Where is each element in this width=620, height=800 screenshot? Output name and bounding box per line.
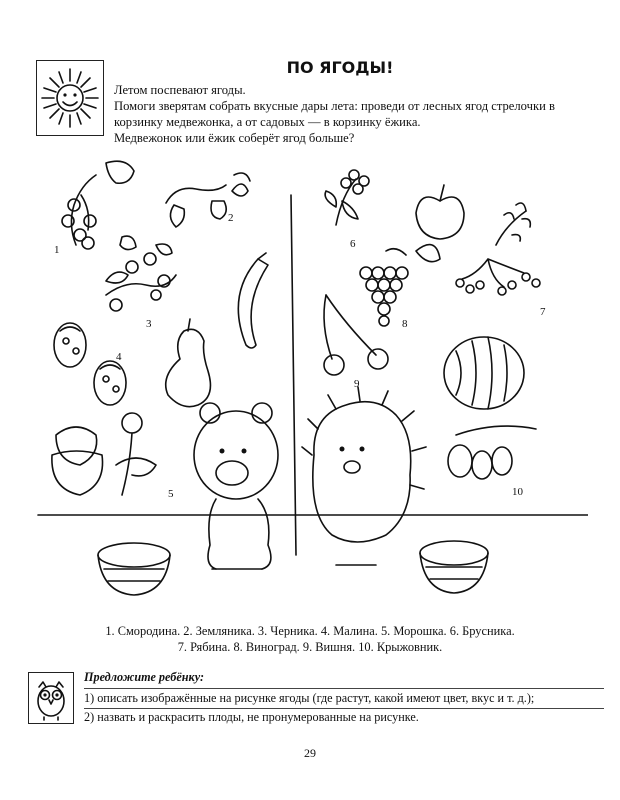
cloudberry-icon [52,413,156,495]
task-item-1: 1) описать изображённые на рисунке ягоды (где растут, какой имеют цвет, вкус и т. д.); [84,688,604,709]
hedgehog-icon [302,387,426,565]
number-3: 3 [146,318,152,330]
page-number: 29 [304,746,316,760]
banana-icon [238,253,268,348]
watermelon-icon [444,337,524,409]
bear-icon [194,403,278,569]
divider-line [291,195,296,555]
number-1: 1 [54,244,60,256]
number-2: 2 [228,212,234,224]
number-4: 4 [116,351,122,363]
task-block [84,670,604,726]
hedgehog-basket-icon [420,541,488,593]
apple-icon [416,185,464,239]
intro-line-2: Помоги зверятам собрать вкусные дары лета: проведи от лесных ягод стрелочки в корзинку медвежонка, а от садовых — в корзинку ёжика. [114,99,555,129]
owl-icon [29,673,73,723]
legend-line-2: 7. Рябина. 8. Виноград. 9. Вишня. 10. Крыжовник. [177,640,443,654]
number-10: 10 [512,486,523,498]
page-title: ПО ЯГОДЫ! [286,58,394,77]
gooseberry-icon [448,426,536,479]
grapes-icon [360,245,440,326]
task-heading: Предложите ребёнку: [84,670,205,684]
number-9: 9 [354,378,360,390]
lingonberry-icon [325,170,369,225]
intro-line-1: Летом поспевают ягоды. [114,83,246,97]
owl-icon-frame [28,672,74,724]
rowan-icon [456,203,540,295]
berry-legend [50,623,570,655]
raspberry-icon [54,323,126,405]
intro-line-3: Медвежонок или ёжик соберёт ягод больше? [114,131,355,145]
number-8: 8 [402,318,408,330]
legend-line-1: 1. Смородина. 2. Земляника. 3. Черника. 4. Малина. 5. Морошка. 6. Брусника. [105,624,515,638]
task-item-2: 2) назвать и раскрасить плоды, не пронумерованные на рисунке. [84,710,419,724]
intro-text [114,82,594,146]
number-6: 6 [350,238,356,250]
pear-icon [166,319,211,407]
berries-illustration [36,155,588,605]
number-5: 5 [168,488,174,500]
number-7: 7 [540,306,546,318]
strawberry-icon [166,173,250,227]
bear-basket-icon [98,543,170,595]
bilberry-icon [106,236,176,311]
